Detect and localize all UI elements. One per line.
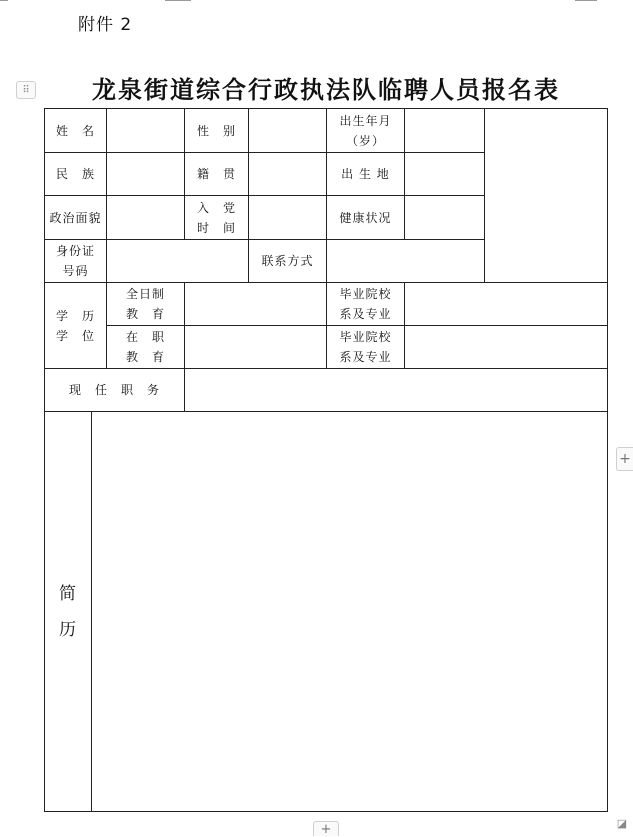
fulltime-label: 全日制 教 育 bbox=[125, 287, 165, 321]
native-place-label: 籍 贯 bbox=[196, 167, 236, 181]
native-place-label-cell bbox=[184, 152, 248, 195]
health-label-cell bbox=[326, 195, 404, 239]
graduated-school-label-1: 毕业院校 系及专业 bbox=[339, 287, 392, 321]
name-label-cell bbox=[44, 108, 106, 152]
contact-label: 联系方式 bbox=[261, 254, 314, 268]
education-degree-label-cell bbox=[44, 282, 106, 368]
graduated-school-input-cell-2[interactable] bbox=[404, 325, 608, 368]
page-edge-mark-center bbox=[165, 0, 191, 1]
gender-label-cell bbox=[184, 108, 248, 152]
education-degree-label: 学 历 学 位 bbox=[55, 308, 95, 343]
political-status-input-cell[interactable] bbox=[106, 195, 184, 239]
fulltime-input-cell[interactable] bbox=[184, 282, 326, 325]
id-card-label-cell bbox=[44, 239, 106, 282]
resume-label: 简 历 bbox=[59, 583, 77, 640]
birthplace-label-cell bbox=[326, 152, 404, 195]
native-place-input-cell[interactable] bbox=[248, 152, 326, 195]
photo-cell[interactable] bbox=[484, 108, 608, 282]
political-status-label-cell bbox=[44, 195, 106, 239]
resume-label-cell bbox=[44, 411, 91, 812]
birth-label-cell bbox=[326, 108, 404, 152]
ethnicity-label-cell bbox=[44, 152, 106, 195]
contact-input-cell[interactable] bbox=[326, 239, 484, 282]
party-join-input-cell[interactable] bbox=[248, 195, 326, 239]
contact-label-cell bbox=[248, 239, 326, 282]
party-join-label-cell bbox=[184, 195, 248, 239]
table-resize-icon[interactable]: ◪ bbox=[616, 817, 628, 830]
resume-input-cell[interactable] bbox=[91, 411, 608, 812]
birthplace-label: 出 生 地 bbox=[341, 167, 390, 181]
graduated-school-label-cell-2 bbox=[326, 325, 404, 368]
id-card-label: 身份证 号码 bbox=[55, 244, 95, 278]
id-card-input-cell[interactable] bbox=[106, 239, 248, 282]
inservice-label: 在 职 教 育 bbox=[125, 330, 165, 364]
birthplace-input-cell[interactable] bbox=[404, 152, 484, 195]
current-position-input-cell[interactable] bbox=[184, 368, 608, 411]
party-join-label: 入 党 时 间 bbox=[196, 200, 236, 235]
birth-label: 出生年月 （岁） bbox=[339, 113, 392, 148]
ethnicity-input-cell[interactable] bbox=[106, 152, 184, 195]
ethnicity-label: 民 族 bbox=[55, 167, 95, 181]
page-edge-mark-right bbox=[575, 0, 597, 1]
page-edge-mark-left bbox=[0, 0, 8, 1]
attachment-label: 附件 2 bbox=[78, 15, 133, 35]
name-label: 姓 名 bbox=[55, 123, 95, 138]
page-title: 龙泉街道综合行政执法队临聘人员报名表 bbox=[92, 75, 560, 104]
name-input-cell[interactable] bbox=[106, 108, 184, 152]
gender-input-cell[interactable] bbox=[248, 108, 326, 152]
current-position-label-cell bbox=[44, 368, 184, 411]
add-column-icon[interactable]: + bbox=[616, 447, 633, 471]
gender-label: 性 别 bbox=[196, 123, 236, 138]
fulltime-label-cell bbox=[106, 282, 184, 325]
political-status-label: 政治面貌 bbox=[49, 210, 102, 225]
registration-form-table bbox=[44, 108, 608, 812]
inservice-label-cell bbox=[106, 325, 184, 368]
inservice-input-cell[interactable] bbox=[184, 325, 326, 368]
health-input-cell[interactable] bbox=[404, 195, 484, 239]
current-position-label: 现 任 职 务 bbox=[68, 383, 160, 397]
graduated-school-label-2: 毕业院校 系及专业 bbox=[339, 330, 392, 364]
add-row-icon[interactable]: + bbox=[313, 821, 339, 836]
table-drag-handle-icon[interactable]: ⠿ bbox=[16, 81, 36, 99]
health-label: 健康状况 bbox=[339, 210, 392, 225]
birth-input-cell[interactable] bbox=[404, 108, 484, 152]
graduated-school-label-cell-1 bbox=[326, 282, 404, 325]
graduated-school-input-cell-1[interactable] bbox=[404, 282, 608, 325]
